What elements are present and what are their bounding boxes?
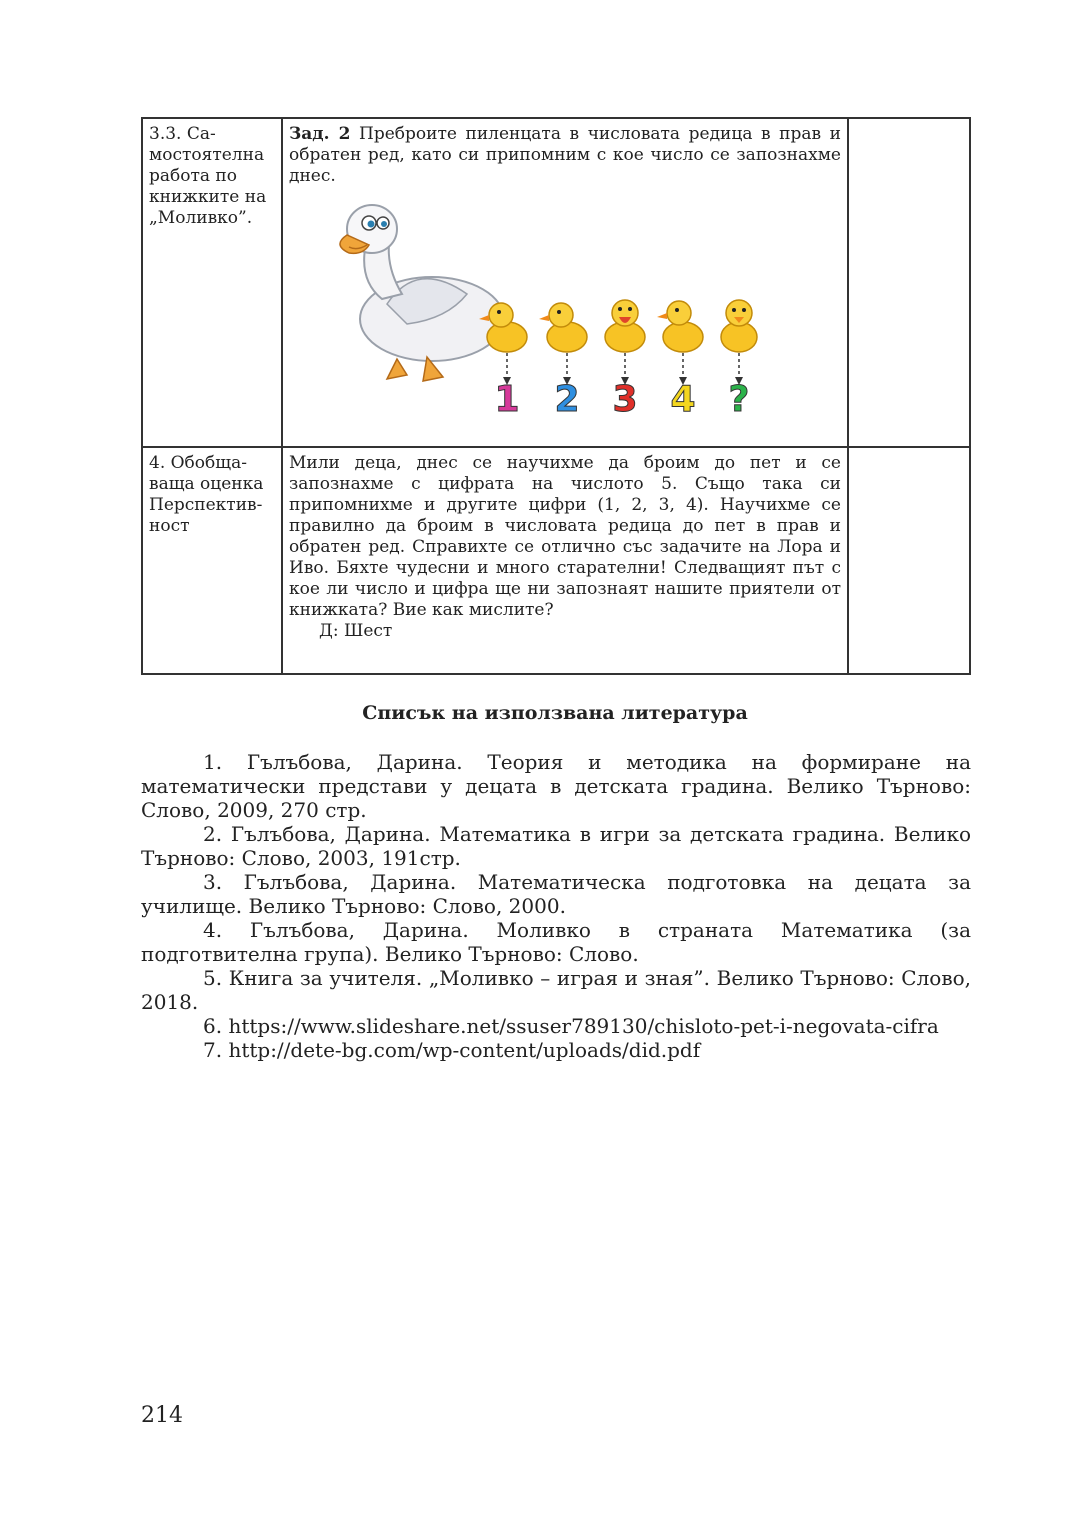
task-body: Преброите пиленцата в числовата редица в прав и обратен ред, като си припомним с кое число се запознахме днес. [289, 124, 841, 186]
digit-1: 1 [494, 379, 520, 417]
digit-4: 4 [670, 379, 696, 417]
duckling-image [539, 303, 587, 385]
task-cell [282, 118, 848, 447]
summary-cell [282, 447, 848, 674]
duckling-image [721, 300, 757, 385]
summary-text: Мили деца, днес се научихме да броим до пет и се запознахме с цифрата на числото 5. Също така си припомнихме и другите цифри (1, 2, 3, 4). Научихме се правилно да броим в числовата редица до пет в прав и обратен ред. Справихте се отлично със задачите на Лора и Иво. Бяхте чудесни и много старателни! Следващият път с кое ли число и цифра ще ни запознаят нашите приятели от книжката? Вие как мислите? [289, 453, 841, 620]
task-label: Зад. 2 [289, 124, 351, 144]
empty-cell [848, 447, 970, 674]
table-row [142, 118, 970, 447]
task-text [289, 124, 841, 187]
duckling-image [605, 300, 645, 385]
digit-3: 3 [612, 379, 638, 417]
stage-label: 3.3. Са- мостоятелна работа по книжките на „Моливко”. [149, 124, 267, 228]
answer-text: Д: Шест [319, 621, 393, 641]
reference-item: 5. Книга за учителя. „Моливко – играя и зная”. Велико Търново: Слово, 2018. [141, 966, 971, 1014]
references-list [141, 750, 971, 1062]
lesson-table [141, 117, 971, 675]
page-number: 214 [141, 1403, 183, 1428]
reference-item: 2. Гълъбова, Дарина. Математика в игри за детската градина. Велико Търново: Слово, 2003, 191стр. [141, 822, 971, 870]
stage-cell [142, 118, 282, 447]
duckling-image [657, 301, 703, 385]
reference-item: 1. Гълъбова, Дарина. Теория и методика на формиране на математически представи у децата в детската градина. Велико Търново: Слово, 2009, 270 стр. [141, 750, 971, 822]
reference-item[interactable]: 7. http://dete-bg.com/wp-content/uploads/did.pdf [203, 1038, 701, 1062]
stage-cell [142, 447, 282, 674]
table-row [142, 447, 970, 674]
stage-label: 4. Обобща- ваща оценка Перспектив- ност [149, 453, 264, 536]
reference-item: 4. Гълъбова, Дарина. Моливко в страната Математика (за подготвителна група). Велико Търново: Слово. [141, 918, 971, 966]
empty-cell [848, 118, 970, 447]
reference-item: 3. Гълъбова, Дарина. Математическа подготовка на децата за училище. Велико Търново: Слово, 2000. [141, 870, 971, 918]
reference-item[interactable]: 6. https://www.slideshare.net/ssuser789130/chisloto-pet-i-negovata-cifra [203, 1014, 939, 1038]
digit-2: 2 [554, 379, 580, 417]
references-title: Списък на използвана литература [362, 702, 748, 724]
duck-and-ducklings-illustration [327, 199, 767, 417]
mother-duck-image [340, 205, 504, 381]
question-mark: ? [728, 379, 750, 417]
